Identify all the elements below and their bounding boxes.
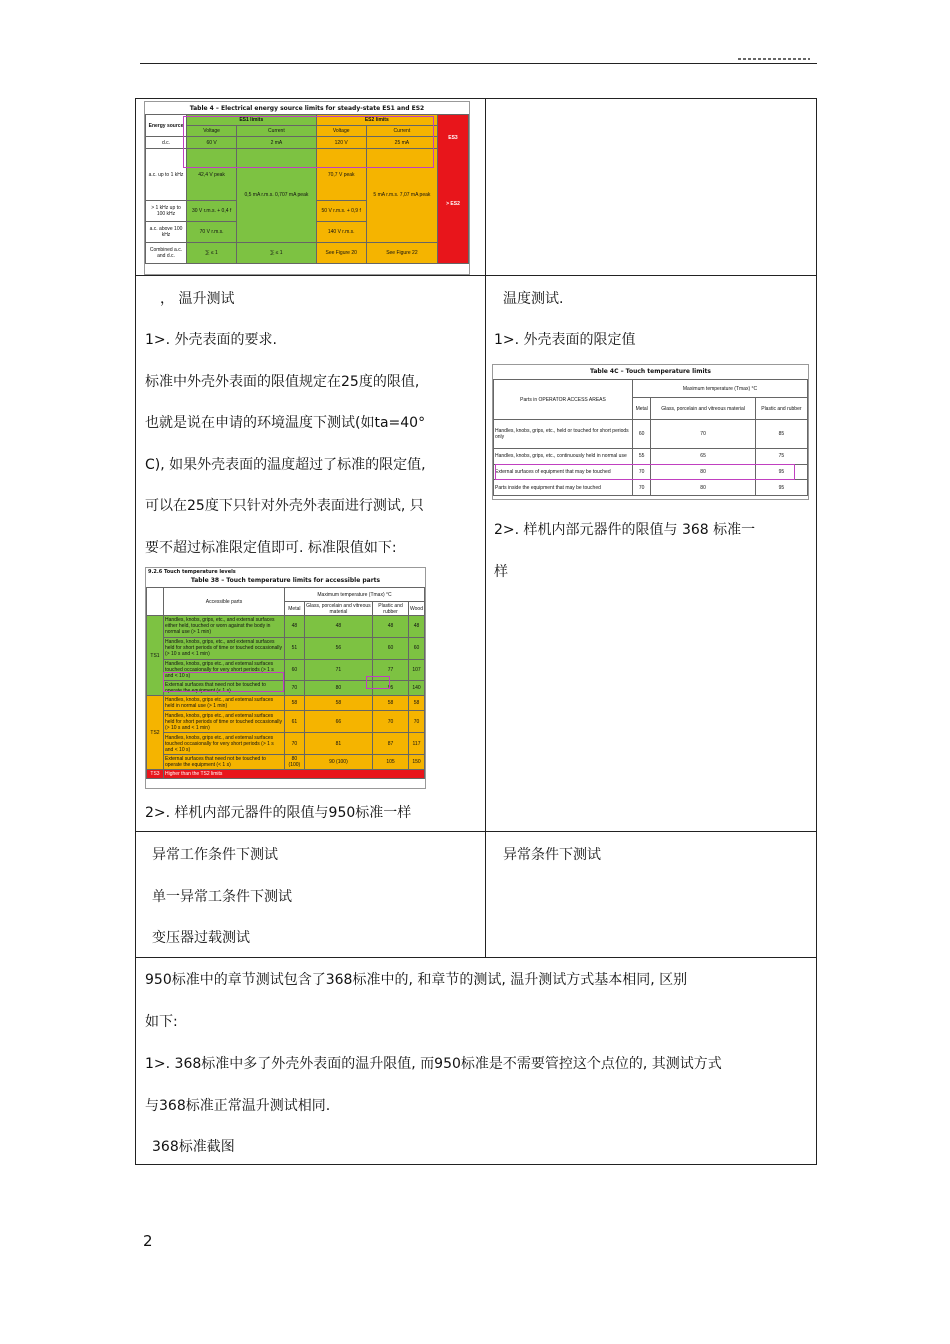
es-cell: See Figure 22 bbox=[366, 243, 437, 264]
summary-l2: 如下: bbox=[145, 1014, 178, 1030]
tsl-desc: Handles, knobs, grips etc., and external surfaces held in normal use (> 1 min) bbox=[164, 696, 285, 711]
abnormal-left-l2: 单一异常工条件下测试 bbox=[152, 889, 292, 905]
tsl-val: 48 bbox=[285, 616, 305, 638]
tsl-val: 48 bbox=[373, 616, 409, 638]
es-cell: 70 V r.m.s. bbox=[187, 222, 237, 243]
es1-head: ES1 limits bbox=[187, 115, 317, 126]
t4c-val: 60 bbox=[633, 420, 651, 449]
tsl-col-plastic: Plastic and rubber bbox=[373, 602, 409, 616]
es-cell: 25 mA bbox=[366, 137, 437, 148]
tsl-val: 70 bbox=[285, 681, 305, 696]
tsl-desc: Handles, knobs, grips etc., and external surfaces touched occasionally for very short periods (> 1 s and < 10 s) bbox=[164, 659, 285, 681]
tsl-val: 87 bbox=[373, 733, 409, 755]
t4c-col-plastic: Plastic and rubber bbox=[755, 398, 807, 420]
row-divider-3 bbox=[135, 957, 817, 958]
tsl-val: 117 bbox=[408, 733, 424, 755]
t4c-desc: Parts inside the equipment that may be touched bbox=[494, 480, 633, 496]
tsl-val: 60 bbox=[408, 637, 424, 659]
tsl-row-highlight bbox=[163, 672, 284, 692]
left-temp-p5: 可以在25度下只针对外壳外表面进行测试, 只 bbox=[145, 498, 424, 514]
tsl-val: 150 bbox=[408, 755, 424, 770]
tsl-val: 48 bbox=[304, 616, 372, 638]
tsl-max-head: Maximum temperature (Tmax) °C bbox=[285, 588, 425, 602]
tsl-desc: Handles, knobs, grips etc., and external surfaces touched occasionally for very short periods (> 1 s and < 10 s) bbox=[164, 733, 285, 755]
es2-voltage-head: Voltage bbox=[316, 126, 366, 137]
es-highlight-box bbox=[183, 116, 434, 168]
es-row-label: Combined a.c. and d.c. bbox=[146, 243, 187, 264]
t4c-row-highlight bbox=[495, 464, 795, 480]
es-energy-source-head: Energy source bbox=[146, 115, 187, 137]
tsl-desc: Handles, knobs, grips, etc., and external surfaces held for short periods of time or touched occasionally (> 10 s and < 1 min) bbox=[164, 637, 285, 659]
left-temp-heading: ， 温升测试 bbox=[160, 291, 235, 307]
es-cell: 30 V r.m.s. + 0,4 f bbox=[187, 201, 237, 222]
right-temp-heading: 温度测试. bbox=[503, 291, 564, 307]
es-cell: 60 V bbox=[187, 137, 237, 148]
left-temp-p2: 标准中外壳外表面的限值规定在25度的限值, bbox=[145, 374, 420, 390]
tsl-ts3-text: Higher than the TS2 limits bbox=[164, 770, 425, 779]
t4c-val: 80 bbox=[651, 480, 755, 496]
row-divider-2 bbox=[135, 831, 817, 832]
right-temp-p2a: 2>. 样机内部元器件的限值与 368 标准一 bbox=[494, 522, 756, 538]
summary-l5: 368标准截图 bbox=[152, 1139, 235, 1155]
left-temp-p6: 要不超过标准限定值即可. 标准限值如下: bbox=[145, 540, 397, 556]
tsl-caption: Table 38 – Touch temperature limits for accessible parts bbox=[190, 577, 381, 584]
tsl-val: 70 bbox=[373, 711, 409, 733]
tsl-col-metal: Metal bbox=[285, 602, 305, 616]
tsl-val: 71 bbox=[304, 659, 372, 681]
right-temp-p1: 1>. 外壳表面的限定值 bbox=[494, 332, 636, 348]
tsl-val: 60 bbox=[373, 637, 409, 659]
t4c-val: 95 bbox=[755, 464, 807, 480]
tsl-val: 58 bbox=[373, 696, 409, 711]
tsl-col-wood: Wood bbox=[408, 602, 424, 616]
es1-voltage-head: Voltage bbox=[187, 126, 237, 137]
header-mark bbox=[738, 58, 810, 60]
left-temp-p1: 1>. 外壳表面的要求. bbox=[145, 332, 277, 348]
abnormal-right-l1: 异常条件下测试 bbox=[503, 847, 601, 863]
es1-current-head: Current bbox=[237, 126, 316, 137]
es-table-caption: Table 4 – Electrical energy source limits for steady-state ES1 and ES2 bbox=[189, 105, 425, 112]
t4c-desc: External surfaces of equipment that may be touched bbox=[494, 464, 633, 480]
tsl-val: 56 bbox=[304, 637, 372, 659]
abnormal-left-l3: 变压器过载测试 bbox=[152, 930, 250, 946]
tsl-ts1: TS1 bbox=[147, 616, 164, 696]
es-row-label: d.c. bbox=[146, 137, 187, 148]
t4c-val: 75 bbox=[755, 449, 807, 465]
tsl-val: 58 bbox=[285, 696, 305, 711]
t4c-desc: Handles, knobs, grips, etc., held or touched for short periods only bbox=[494, 420, 633, 449]
column-divider bbox=[485, 98, 486, 957]
t4c-val: 65 bbox=[651, 449, 755, 465]
tsl-val: 81 bbox=[304, 733, 372, 755]
es-cell: 50 V r.m.s. + 0,9 f bbox=[316, 201, 366, 222]
page-number: 2 bbox=[143, 1232, 153, 1250]
es-row-label: > 1 kHz up to 100 kHz bbox=[146, 201, 187, 222]
tsl-section: 9.2.6 Touch temperature levels bbox=[148, 569, 236, 575]
es3-label: ES3 bbox=[448, 135, 458, 141]
t4c-col-glass: Glass, porcelain and vitreous material bbox=[651, 398, 755, 420]
t4c-col-metal: Metal bbox=[633, 398, 651, 420]
t4c-val: 85 bbox=[755, 420, 807, 449]
tsl-ts2: TS2 bbox=[147, 696, 164, 770]
t4c-val: 70 bbox=[633, 480, 651, 496]
tsl-corner bbox=[147, 588, 164, 616]
summary-l1: 950标准中的章节测试包含了368标准中的, 和章节的测试, 温升测试方式基本相同, 区别 bbox=[145, 972, 688, 988]
tsl-parts-head: Accessible parts bbox=[164, 588, 285, 616]
tsl-val: 77 bbox=[373, 659, 409, 681]
es-row-label: a.c. up to 1 kHz bbox=[146, 148, 187, 201]
es-cell: 5 mA r.m.s. 7,07 mA peak bbox=[366, 148, 437, 242]
row-divider-1 bbox=[135, 275, 817, 276]
tsl-val: 80 bbox=[304, 681, 372, 696]
tsl-val: 70 bbox=[408, 711, 424, 733]
t4c-desc: Handles, knobs, grips, etc., continuously held in normal use bbox=[494, 449, 633, 465]
t4c-caption: Table 4C – Touch temperature limits bbox=[590, 368, 711, 375]
es-cell: ⅀ ≤ 1 bbox=[187, 243, 237, 264]
es-cell: 2 mA bbox=[237, 137, 316, 148]
es-cell: See Figure 20 bbox=[316, 243, 366, 264]
tsl-val: 90 (100) bbox=[304, 755, 372, 770]
abnormal-left-l1: 异常工作条件下测试 bbox=[152, 847, 278, 863]
es3-note: > ES2 bbox=[446, 201, 460, 207]
tsl-col-glass: Glass, porcelain and vitreous material bbox=[306, 602, 371, 615]
t4c-parts-head: Parts in OPERATOR ACCESS AREAS bbox=[494, 380, 633, 420]
es-cell: 42,4 V peak bbox=[187, 148, 237, 201]
tsl-val: 80 (100) bbox=[285, 755, 305, 770]
es-cell: 0,5 mA r.m.s. 0,707 mA peak bbox=[237, 148, 316, 242]
es-cell: 70,7 V peak bbox=[316, 148, 366, 201]
t4c-val: 70 bbox=[651, 420, 755, 449]
tsl-desc: Handles, knobs, grips, etc., and external surfaces either held, touched or worn against the body in normal use (> 1 min) bbox=[164, 616, 285, 638]
tsl-val: 95 bbox=[373, 681, 409, 696]
tsl-val: 48 bbox=[408, 616, 424, 638]
right-temp-p2b: 样 bbox=[494, 564, 508, 580]
tsl-val: 58 bbox=[304, 696, 372, 711]
tsl-val: 60 bbox=[285, 659, 305, 681]
summary-l4: 与368标准正常温升测试相同. bbox=[145, 1098, 331, 1114]
tsl-val: 58 bbox=[408, 696, 424, 711]
tsl-desc: Handles, knobs, grips etc., and external surfaces held for short periods of time or touched occasionally (> 10 s and < 1 min) bbox=[164, 711, 285, 733]
tsl-desc: External surfaces that need not be touched to operate the equipment (< 1 s) bbox=[164, 681, 285, 696]
es-cell: ⅀ ≤ 1 bbox=[237, 243, 316, 264]
t4c-val: 80 bbox=[651, 464, 755, 480]
tsl-val: 70 bbox=[285, 733, 305, 755]
tsl-ts3: TS3 bbox=[147, 770, 164, 779]
t4c-val: 55 bbox=[633, 449, 651, 465]
t4c-val: 70 bbox=[633, 464, 651, 480]
header-rule bbox=[140, 63, 817, 64]
left-temp-p3: 也就是说在申请的环境温度下测试(如ta=40° bbox=[145, 415, 426, 431]
t4c-max-head: Maximum temperature (Tmax) °C bbox=[633, 380, 808, 398]
es-cell: 140 V r.m.s. bbox=[316, 222, 366, 243]
tsl-val: 105 bbox=[373, 755, 409, 770]
t4c-val: 95 bbox=[755, 480, 807, 496]
es-cell: 120 V bbox=[316, 137, 366, 148]
es2-current-head: Current bbox=[366, 126, 437, 137]
tsl-value-highlight bbox=[366, 676, 390, 689]
tsl-val: 140 bbox=[408, 681, 424, 696]
left-temp-p4: C), 如果外壳表面的温度超过了标准的限定值, bbox=[145, 457, 426, 473]
es2-head: ES2 limits bbox=[316, 115, 437, 126]
tsl-val: 51 bbox=[285, 637, 305, 659]
tsl-val: 66 bbox=[304, 711, 372, 733]
tsl-desc: External surfaces that need not be touched to operate the equipment (< 1 s) bbox=[164, 755, 285, 770]
left-temp-p7: 2>. 样机内部元器件的限值与950标准一样 bbox=[145, 805, 412, 821]
tsl-val: 61 bbox=[285, 711, 305, 733]
es-row-label: a.c. above 100 kHz bbox=[146, 222, 187, 243]
es3-column bbox=[438, 115, 469, 264]
summary-l3: 1>. 368标准中多了外壳外表面的温升限值, 而950标准是不需要管控这个点位的, 其测试方式 bbox=[145, 1056, 722, 1072]
tsl-val: 107 bbox=[408, 659, 424, 681]
